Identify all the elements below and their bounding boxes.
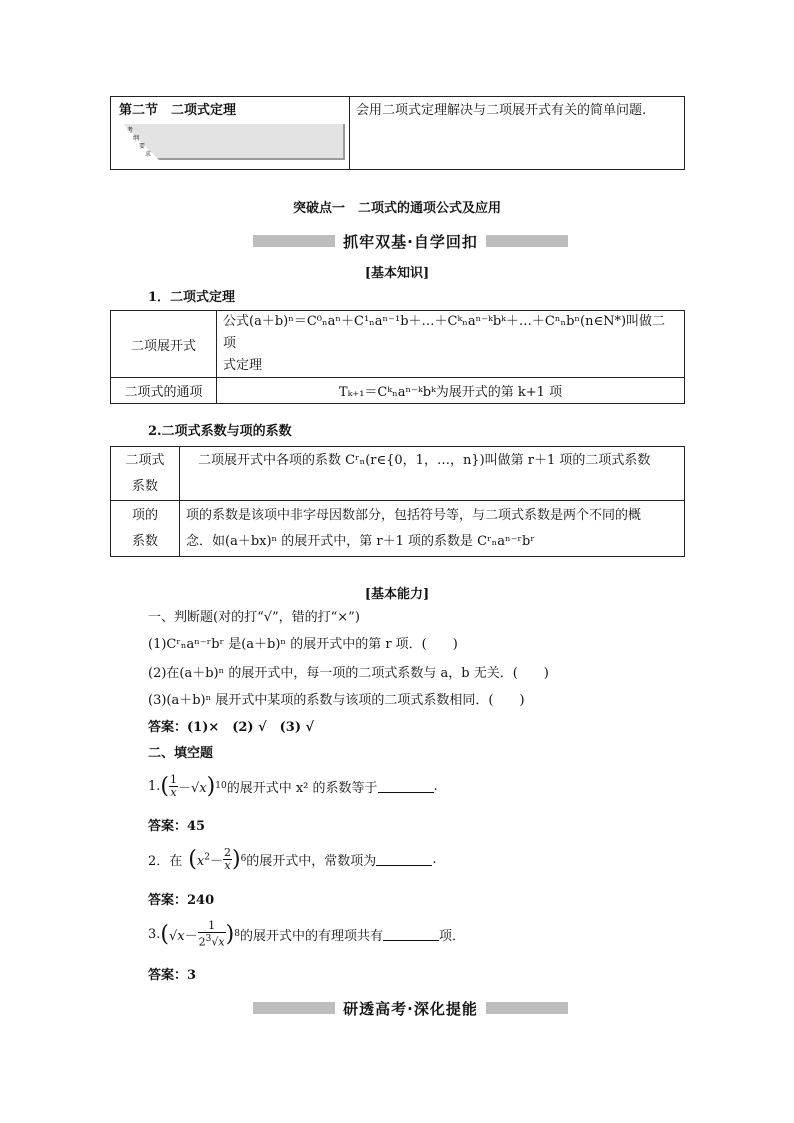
coefficient-table [110,446,685,557]
basic-knowledge-heading: [基本知识] [364,266,430,281]
exam-requirement-box [119,124,349,160]
label-expansion: 二项展开式 [111,311,217,378]
fill-2-number: 2．在 [148,853,183,869]
binomial-theorem-table [110,310,685,404]
header-left-cell [111,97,350,170]
requirement-cell: 会用二项式定理解决与二项展开式有关的简单问题. [350,97,685,170]
fill-2-end: . [432,851,437,867]
judge-question-3: (3)(a＋b)ⁿ 展开式中某项的系数与该项的二项式系数相同．( ) [148,693,525,708]
judge-answer: 答案：(1)× (2) √ (3) √ [148,720,315,735]
fill-section-title: 二、填空题 [148,746,214,761]
label-binomial-coefficient-a: 二项式 [125,452,165,468]
fill-2-exponent: 6 [240,854,247,864]
exam-req-char-1: 考 [127,127,134,134]
banner2-bar-left [253,1002,335,1014]
fill-3-blank [383,928,439,941]
fill-1-expression-body: －√x [178,780,207,796]
fill-3-exponent: 8 [234,929,240,939]
section-title: 第二节 二项式定理 [119,103,237,118]
banner-deepen-text: 研透高考·深化提能 [343,999,478,1018]
fill-2-blank [376,853,432,866]
fill-3-end: 项． [438,928,465,944]
label-general-term: 二项式的通项 [111,378,217,404]
judge-section-title: 一、判断题(对的打“√”，错的打“×”) [148,610,360,625]
judge-question-2: (2)在(a＋b)ⁿ 的展开式中，每一项的二项式系数与 a，b 无关．( ) [148,666,549,681]
breakthrough-title: 突破点一 二项式的通项公式及应用 [292,201,501,216]
fill-3-text: 的展开式中的有理项共有 [239,928,383,944]
fill-2-expression-open: ( [188,846,197,872]
general-term-formula: Tₖ₊₁＝Cᵏₙaⁿ⁻ᵏbᵏ为展开式的第 k+1 项 [217,378,685,404]
item1-title: 1．二项式定理 [148,290,236,305]
fill-question-1 [148,770,438,802]
fill-3-fraction: $\frac{1}{2^3√x}$ [198,918,225,949]
label-binomial-coefficient-b: 系数 [131,478,158,494]
fill-2-expression-close: ) [231,846,241,872]
fill-answer-1: 答案：45 [148,819,206,834]
fill-1-expression-close: ) [206,773,216,799]
banner-basics-text: 抓牢双基·自学回扣 [343,232,478,251]
term-coefficient-line1: 项的系数是该项中非字母因数部分，包括符号等，与二项式系数是两个不同的概 [186,507,642,523]
basic-ability-heading: [基本能力] [364,587,430,602]
banner-deepen [253,998,568,1018]
fill-2-expression-body: $x^2-$ [196,852,223,869]
label-term-coefficient-b: 系数 [131,533,158,549]
fill-3-number: 3. [148,926,161,942]
fill-1-expression-open: ( [160,773,169,799]
binomial-coefficient-definition: 二项展开式中各项的系数 Cʳₙ(r∈{0，1，…，n})叫做第 r＋1 项的二项式系数 [180,447,685,501]
expansion-formula-cell [217,311,685,378]
fill-answer-2: 答案：240 [148,893,215,908]
fill-3-expression-body: √x－ [169,928,198,944]
fill-question-2 [148,843,436,875]
fill-answer-3: 答案：3 [148,968,197,983]
expansion-formula-line2: 式定理 [223,358,263,373]
fill-question-3 [148,917,465,951]
fill-3-expression-open: ( [160,921,169,947]
banner-bar-right [486,235,568,247]
fill-1-fraction: $\frac{1}{x}$ [170,772,177,799]
fill-1-blank [378,780,434,793]
banner2-bar-right [486,1002,568,1014]
header-table [110,96,685,170]
fill-2-fraction: $\frac{2}{x}$ [223,845,231,872]
judge-question-1: (1)Cʳₙaⁿ⁻ʳbʳ 是(a＋b)ⁿ 的展开式中的第 r 项．( ) [148,637,458,652]
label-term-coefficient [111,501,180,557]
fill-1-exponent: 10 [215,781,227,791]
term-coefficient-definition [180,501,685,557]
banner-bar-left [253,235,335,247]
term-coefficient-line2: 念．如(a＋bx)ⁿ 的展开式中，第 r＋1 项的系数是 Cʳₙaⁿ⁻ʳbʳ [186,533,535,549]
exam-req-char-4: 求 [145,151,152,158]
exam-req-char-2: 纲 [133,135,140,142]
fill-1-number: 1. [148,778,161,794]
label-binomial-coefficient [111,447,180,501]
fill-1-end: . [433,778,438,794]
banner-basics [253,231,568,251]
fill-2-text: 的展开式中，常数项为 [246,853,377,869]
exam-req-char-3: 要 [139,143,146,150]
fill-3-expression-close: ) [225,921,235,947]
item2-title: 2.二项式系数与项的系数 [148,424,292,439]
label-term-coefficient-a: 项的 [131,507,158,523]
fill-1-text: 的展开式中 x² 的系数等于 [226,780,378,796]
expansion-formula-line1: 公式(a＋b)ⁿ＝C⁰ₙaⁿ＋C¹ₙaⁿ⁻¹b＋…＋Cᵏₙaⁿ⁻ᵏbᵏ＋…＋Cⁿₙbⁿ(n∈N*)叫做二项 [223,314,666,351]
